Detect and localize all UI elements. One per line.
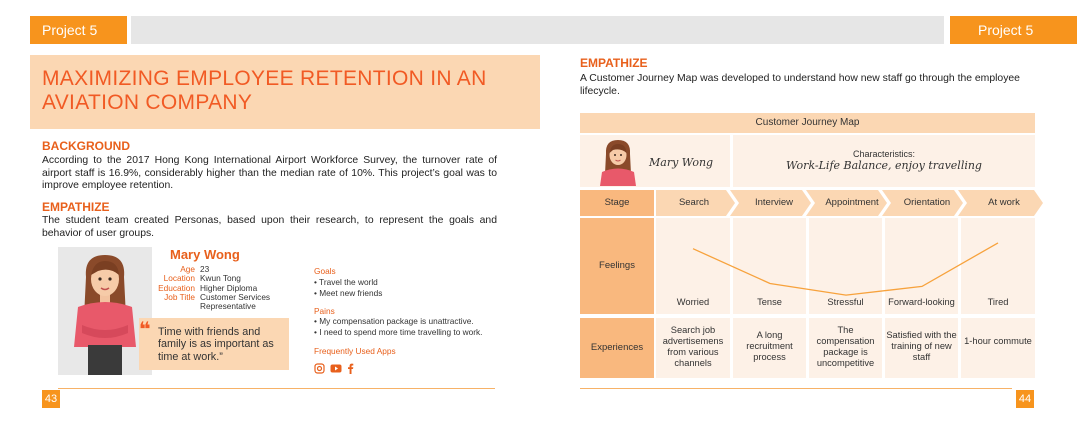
instagram-icon [314,363,325,374]
youtube-icon [330,363,342,374]
characteristics-heading: Characteristics: [852,149,915,159]
feeling-stressful: Stressful [827,297,864,307]
fact-key: Location [163,273,195,284]
empathize-text-right: A Customer Journey Map was developed to understand how new staff go through the employee lifecycle. [580,73,1020,97]
empathize-heading-left: EMPATHIZE [42,200,110,214]
footer-rule-right [580,388,1012,389]
pain-item: • I need to spend more time travelling to work. [314,327,483,337]
fact-key: Age [180,264,195,274]
fact-value: Representative [200,301,256,312]
persona-facts [150,265,280,311]
fact-value: Customer Services [200,291,271,302]
footer-rule-left [58,388,495,389]
fact-key: Education [158,282,195,293]
stage-at-work: At work [988,197,1020,208]
empathize-heading-right: EMPATHIZE [580,56,648,70]
background-text: According to the 2017 Hong Kong International Airport Workforce Survey, the turnover rate of airport staff is 16.9%, considerably higher than the median rate of 10%. This project’s goal was to improve employee retention. [42,155,497,192]
stage-interview: Interview [754,197,793,208]
experience-cell: The compensation package is uncompetitive [809,318,882,378]
empathize-text-left: The student team created Personas, based upon their research, to represent the goals and behavior of user groups. [42,215,497,239]
feelings-row-label: Feelings [580,218,654,314]
quote-mark-icon: ❝ [139,319,151,341]
characteristics-text: Work-Life Balance, enjoy travelling [786,159,982,172]
experience-cell: 1-hour commute [961,318,1035,378]
page-title: MAXIMIZING EMPLOYEE RETENTION IN AN AVIATION COMPANY [42,67,487,114]
title-box [30,55,540,129]
header-tab-right: Project 5 [950,16,1077,44]
experiences-row-label: Experiences [580,318,654,378]
fact-value: Kwun Tong [200,273,241,284]
pains-heading: Pains [314,306,335,316]
apps-heading: Frequently Used Apps [314,346,396,356]
header-tab-left: Project 5 [30,16,127,44]
fact-value: Higher Diploma [200,282,258,293]
stage-appointment: Appointment [825,197,879,208]
pain-item: • My compensation package is unattractive. [314,316,474,326]
stage-orientation: Orientation [903,197,951,208]
page-number-left: 43 [42,390,60,408]
journey-map-title: Customer Journey Map [580,113,1035,133]
goal-item: • Meet new friends [314,288,383,298]
background-heading: BACKGROUND [42,139,130,153]
persona-card [58,247,152,375]
persona-illustration [58,247,152,375]
persona-name: Mary Wong [170,247,240,262]
feeling-forward-looking: Forward-looking [888,297,955,307]
page-number-right: 44 [1016,390,1034,408]
goals-heading: Goals [314,266,336,276]
feeling-worried: Worried [676,297,710,307]
fact-value: 23 [200,264,210,274]
fact-key: Job Title [164,291,195,302]
experience-cell: A long recruitment process [733,318,806,378]
experience-cell: Search job advertisemens from various channels [656,318,730,378]
goal-item: • Travel the world [314,277,378,287]
stage-search: Search [678,197,710,208]
feelings-line [693,243,998,295]
facebook-icon [347,363,354,374]
stage-row-label: Stage [580,190,654,216]
feeling-tired: Tired [987,297,1009,307]
journey-persona-name: Mary Wong [649,156,714,169]
experience-cell: Satisfied with the training of new staff [885,318,958,378]
header-bar [131,16,944,44]
persona-quote: Time with friends and family is as important as time at work.” [158,326,274,363]
fact-row [150,302,280,311]
persona-avatar [596,138,640,186]
feeling-tense: Tense [757,297,782,307]
fact-key [150,302,200,311]
